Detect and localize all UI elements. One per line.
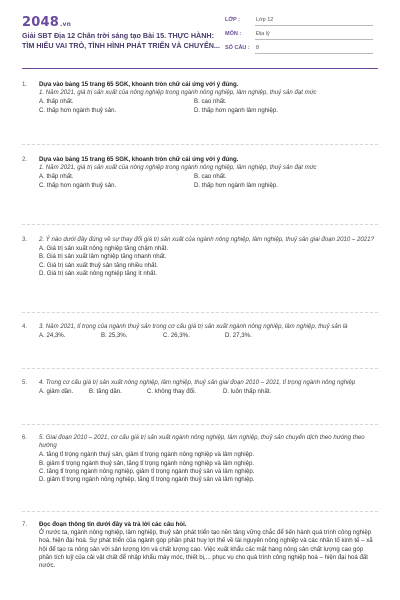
question-number: 7.	[22, 521, 28, 528]
option-a[interactable]: A. thấp nhất.	[39, 173, 74, 181]
question-separator	[22, 424, 378, 425]
question-number: 3.	[22, 236, 28, 243]
option-b[interactable]: B. cao nhất.	[194, 173, 227, 181]
question-stem: 5. Giai đoạn 2010 – 2021, cơ cấu giá trị sản xuất ngành nông nghiệp, lâm nghiệp, thuỷ sản chuyển dịch theo hướng theo hướng	[39, 434, 365, 450]
option-c[interactable]: C. thấp hơn ngành thuỷ sản.	[39, 106, 117, 114]
count-label: SỐ CÂU :	[225, 45, 250, 51]
question-stem: 4. Trong cơ cấu giá trị sản xuất nông nghiệp, lâm nghiệp, thuỷ sản giai đoạn 2010 – 2021, tỉ trọng ngành nông nghiệp	[39, 379, 356, 386]
option-d[interactable]: D. thấp hơn ngành lâm nghiệp.	[194, 181, 278, 189]
question-separator	[22, 368, 378, 369]
class-label: LỚP :	[225, 17, 240, 23]
question-separator	[22, 312, 378, 313]
question-7	[22, 521, 378, 570]
option-d[interactable]: D. Giá trị sản xuất nông nghiệp tăng ít nhất.	[39, 269, 157, 277]
option-d[interactable]: D. 27,3%.	[225, 332, 252, 340]
option-d[interactable]: D. thấp hơn ngành lâm nghiệp.	[194, 106, 278, 114]
site-logo[interactable]: 2048.vn	[22, 15, 72, 30]
class-underline	[255, 25, 373, 26]
document-header	[0, 0, 400, 64]
question-instruction: Dựa vào bảng 15 trang 65 SGK, khoanh tròn chữ cái ứng với ý đúng.	[39, 81, 239, 88]
question-3	[22, 236, 378, 278]
option-a[interactable]: A. giảm dần.	[39, 388, 74, 396]
class-value: Lớp 12	[256, 17, 274, 23]
question-5	[22, 379, 378, 396]
subject-label: MÔN :	[225, 31, 242, 37]
count-underline	[255, 53, 373, 54]
question-4	[22, 323, 378, 340]
count-value: 8	[256, 45, 260, 51]
option-a[interactable]: A. thấp nhất.	[39, 98, 74, 106]
subject-value: Địa lý	[256, 31, 270, 37]
option-a[interactable]: A. 24,3%.	[39, 332, 66, 340]
question-instruction: Dựa vào bảng 15 trang 65 SGK, khoanh tròn chữ cái ứng với ý đúng.	[39, 156, 239, 163]
option-b[interactable]: B. tăng dần.	[89, 388, 122, 396]
question-separator	[22, 224, 378, 225]
question-instruction: Đọc đoạn thông tin dưới đây và trả lời các câu hỏi.	[39, 521, 187, 528]
option-b[interactable]: B. cao nhất.	[194, 98, 227, 106]
option-a[interactable]: A. tăng tỉ trọng ngành thuỷ sản, giảm tỉ trọng ngành nông nghiệp và lâm nghiệp.	[39, 451, 255, 459]
question-number: 5.	[22, 379, 28, 386]
question-1	[22, 81, 378, 115]
option-b[interactable]: B. 25,3%.	[101, 332, 128, 340]
option-a[interactable]: A. Giá trị sản xuất nông nghiệp tăng chậm nhất.	[39, 245, 169, 253]
question-number: 2.	[22, 156, 28, 163]
question-2	[22, 156, 378, 190]
question-separator	[22, 511, 378, 512]
question-number: 4.	[22, 323, 28, 330]
question-stem: 3. Năm 2021, tỉ trọng của ngành thuỷ sản trong cơ cấu giá trị sản xuất ngành nông nghiệp, lâm nghiệp, thuỷ sản là	[39, 323, 348, 330]
option-b[interactable]: B. giảm tỉ trọng ngành thuỷ sản, tăng tỉ trọng ngành nông nghiệp và lâm nghiệp.	[39, 459, 255, 467]
option-c[interactable]: C. không thay đổi.	[147, 388, 197, 396]
option-b[interactable]: B. Giá trị sản xuất lâm nghiệp tăng nhanh nhất.	[39, 253, 167, 261]
question-stem: 1. Năm 2021, giá trị sản xuất của nông nghiệp trong ngành nông nghiệp, lâm nghiệp, thuỷ sản đạt mức	[39, 164, 317, 172]
option-c[interactable]: C. 26,3%.	[163, 332, 190, 340]
option-c[interactable]: C. thấp hơn ngành thuỷ sản.	[39, 181, 117, 189]
subject-underline	[255, 39, 373, 40]
option-d[interactable]: D. giảm tỉ trọng ngành nông nghiệp, tăng tỉ trọng ngành thuỷ sản và lâm nghiệp.	[39, 476, 255, 484]
page-title: Giải SBT Địa 12 Chân trời sáng tạo Bài 15. THỰC HÀNH: TÌM HIỂU VAI TRÒ, TÌNH HÌNH PHÁT TRIỂN VÀ CHUYỂN...	[22, 31, 220, 50]
question-stem: 1. Năm 2021, giá trị sản xuất của nông nghiệp trong ngành nông nghiệp, lâm nghiệp, thuỷ sản đạt mức	[39, 89, 317, 97]
option-d[interactable]: D. luôn thấp nhất.	[223, 388, 272, 396]
question-6	[22, 434, 378, 484]
question-separator	[22, 144, 378, 145]
header-divider	[22, 68, 378, 69]
reading-paragraph: Ở nước ta, ngành nông nghiệp, lâm nghiệp, thuỷ sản phát triển tạo nền tảng vững chắc để tiến hành quá trình công nghiệp hoá, hiện đại hoá. Sự phát triển của ngành góp phần phát huy lợi thế về tài nguyên nông nghiệp và các nhân tố kinh tế – xã hội để tạo ra nông sản với sản lượng lớn và chất lượng cao. Việc xuất khẩu các mặt hàng nông sản chất lượng cao góp phần tích luỹ của cải vật chất để nhập khẩu máy móc, thiết bị,... phục vụ cho quá trình công nghiệp hoá – hiện đại hoá đất nước.	[39, 529, 373, 570]
option-c[interactable]: C. Giá trị sản xuất thuỷ sản tăng nhiều nhất.	[39, 261, 158, 269]
option-c[interactable]: C. tăng tỉ trọng ngành nông nghiệp, giảm tỉ trọng ngành thuỷ sản và lâm nghiệp.	[39, 467, 255, 475]
question-stem: 2. Ý nào dưới đây đúng về sự thay đổi giá trị sản xuất của ngành nông nghiệp, lâm nghiệp, thuỷ sản giai đoạn 2010 – 2021?	[39, 236, 374, 243]
question-number: 1.	[22, 81, 28, 88]
question-number: 6.	[22, 434, 28, 441]
